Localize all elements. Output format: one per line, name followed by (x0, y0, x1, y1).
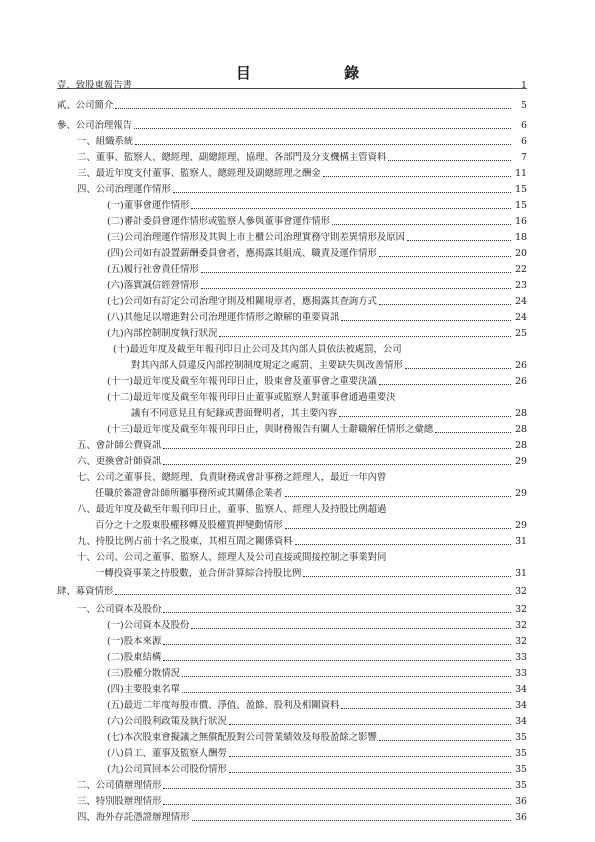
toc-entry-label: (七)公司如有訂定公司治理守則及相關規章者，應揭露其查詢方式 (107, 296, 377, 307)
toc-entry-page: 32 (515, 604, 527, 615)
toc-leader-dots (163, 803, 511, 805)
toc-leader-dots (341, 319, 511, 321)
toc-entry[interactable] (77, 452, 527, 468)
toc-leader-dots (135, 143, 511, 145)
toc-entry-page: 33 (515, 652, 527, 663)
toc-leader-dots (379, 383, 511, 385)
toc-entry-label: (十)最近年度及截至年報刊印日止公司及其內部人員依法被處罰，公司 (113, 344, 402, 355)
toc-entry[interactable] (77, 600, 527, 616)
toc-entry-page: 32 (515, 620, 527, 631)
toc-leader-dots (341, 707, 511, 709)
toc-entry-label: 參、公司治理報告 (57, 120, 133, 131)
toc-entry[interactable] (107, 712, 527, 728)
toc-leader-dots (163, 659, 511, 661)
toc-leader-dots (229, 771, 511, 773)
toc-entry-page: 28 (515, 424, 527, 435)
toc-entry-label: (五)履行社會責任情形 (107, 264, 199, 275)
toc-entry-page: 32 (515, 586, 527, 597)
toc-entry-label: 對其內部人員違反內部控制制度規定之處罰、主要缺失與改善情形 (131, 360, 403, 371)
toc-entry-page: 35 (515, 732, 527, 743)
toc-leader-dots (201, 271, 511, 273)
toc-entry-label: 一轉投資事業之持股數，並合併計算綜合持股比例 (95, 568, 302, 579)
toc-leader-dots (191, 627, 511, 629)
toc-entry[interactable] (77, 532, 527, 548)
toc-entry[interactable] (57, 96, 527, 112)
toc-leader-dots (379, 255, 511, 257)
toc-entry[interactable] (107, 632, 527, 648)
toc-entry-label: (十一)最近年度及截至年報刊印日止，股東會及董事會之重要決議 (107, 376, 377, 387)
toc-leader-dots (379, 739, 511, 741)
toc-entry-page: 29 (515, 520, 527, 531)
toc-entry-label: (二)審計委員會運作情形或監察人參與董事會運作情形 (107, 216, 330, 227)
toc-entry-label: (六)公司股利政策及執行狀況 (107, 716, 227, 727)
toc-entry-page: 31 (515, 568, 527, 579)
toc-entry-page: 28 (515, 440, 527, 451)
toc-entry-page: 28 (515, 408, 527, 419)
toc-entry-label: (六)落實誠信經營情形 (107, 280, 199, 291)
toc-leader-dots (173, 191, 511, 193)
toc-entry-page: 15 (515, 184, 527, 195)
toc-entry[interactable] (107, 260, 527, 276)
toc-entry-label: (十二)最近年度及截至年報刊印日止董事或監察人對董事會通過重要決 (107, 392, 396, 403)
toc-entry-label: (一)股本來源 (107, 636, 162, 647)
toc-entry[interactable] (107, 648, 527, 664)
toc-entry-label: (二)股東結構 (107, 652, 162, 663)
toc-entry-label: (四)公司如有設置薪酬委員會者，應揭露其組成、職責及運作情形 (107, 248, 377, 259)
toc-leader-dots (229, 723, 511, 725)
toc-entry[interactable] (107, 420, 527, 436)
toc-entry[interactable] (107, 228, 527, 244)
toc-entry-label: 議有不同意見且有紀錄或書面聲明者，其主要內容 (131, 408, 338, 419)
toc-entry-label: 三、最近年度支付董事、監察人、總經理及副總經理之酬金 (77, 168, 321, 179)
toc-entry[interactable] (77, 132, 527, 148)
toc-leader-dots (163, 447, 511, 449)
toc-entry-page: 20 (515, 248, 527, 259)
toc-leader-dots (388, 159, 511, 161)
toc-entry[interactable] (107, 292, 527, 308)
toc-entry-page: 36 (515, 796, 527, 807)
toc-leader-dots (407, 239, 511, 241)
toc-entry-page: 7 (521, 152, 527, 163)
toc-entry-page: 18 (515, 232, 527, 243)
toc-leader-dots (163, 463, 511, 465)
toc-entry[interactable] (77, 500, 527, 516)
toc-leader-dots (182, 675, 511, 677)
toc-entry[interactable] (95, 564, 527, 580)
toc-entry-label: 一、公司資本及股份 (77, 604, 162, 615)
toc-entry[interactable] (131, 404, 527, 420)
toc-entry-label: (七)本次股東會擬議之無償配股對公司營業績效及每股盈餘之影響 (107, 732, 377, 743)
toc-entry-label: 七、公司之董事長、總經理、負責財務或會計事務之經理人，最近一年內曾 (77, 472, 387, 483)
toc-entry-page: 1 (521, 80, 527, 91)
toc-entry[interactable] (95, 484, 527, 500)
toc-entry-label: 肆、募資情形 (57, 586, 114, 597)
toc-entry-label: (八)員工、董事及監察人酬勞 (107, 748, 227, 759)
toc-entry-label: 八、最近年度及截至年報刊印日止，董事、監察人、經理人及持股比例超過 (77, 504, 387, 515)
toc-entry-label: (一)公司資本及股份 (107, 620, 190, 631)
toc-entry-label: (十三)最近年度及截至年報刊印日止，與財務報告有關人士辭職解任情形之彙總 (107, 424, 434, 435)
toc-title: 目 錄 (235, 64, 404, 82)
toc-entry-label: 二、公司債辦理情形 (77, 780, 162, 791)
toc-entry[interactable] (57, 76, 527, 92)
toc-entry-page: 22 (515, 264, 527, 275)
toc-entry[interactable] (77, 792, 527, 808)
toc-leader-dots (163, 643, 511, 645)
toc-entry[interactable] (77, 548, 527, 564)
toc-entry-page: 34 (515, 700, 527, 711)
toc-entry[interactable] (107, 244, 527, 260)
toc-entry-page: 23 (515, 280, 527, 291)
toc-entry-label: (九)公司買回本公司股份情形 (107, 764, 227, 775)
toc-entry-label: 四、公司治理運作情形 (77, 184, 171, 195)
toc-leader-dots (405, 367, 511, 369)
toc-entry-label: 四、海外存託憑證辦理情形 (77, 812, 190, 823)
toc-entry[interactable] (107, 680, 527, 696)
toc-entry-label: (三)公司治理運作情形及其與上市上櫃公司治理實務守則差異情形及原因 (107, 232, 405, 243)
toc-entry[interactable] (107, 696, 527, 712)
toc-leader-dots (303, 575, 511, 577)
toc-entry-page: 34 (515, 716, 527, 727)
toc-entry[interactable] (107, 212, 527, 228)
toc-entry-label: 十、公司、公司之董事、監察人、經理人及公司直接或間接控制之事業對同 (77, 552, 387, 563)
toc-entry[interactable] (107, 744, 527, 760)
toc-entry-page: 5 (521, 100, 527, 111)
toc-leader-dots (285, 527, 511, 529)
toc-leader-dots (115, 593, 511, 595)
toc-entry-page: 6 (521, 136, 527, 147)
toc-entry-page: 24 (515, 312, 527, 323)
toc-entry[interactable] (107, 372, 527, 388)
toc-leader-dots (182, 691, 511, 693)
toc-leader-dots (219, 335, 511, 337)
toc-entry-label: 一、組織系統 (77, 136, 134, 147)
toc-entry[interactable] (57, 116, 527, 132)
toc-entry[interactable] (107, 324, 527, 340)
toc-entry-label: (九)內部控制制度執行狀況 (107, 328, 218, 339)
toc-leader-dots (134, 87, 511, 89)
toc-entry[interactable] (107, 760, 527, 776)
toc-entry[interactable] (107, 728, 527, 744)
toc-entry-page: 16 (515, 216, 527, 227)
toc-entry[interactable] (95, 516, 527, 532)
toc-entry[interactable] (107, 616, 527, 632)
toc-entry-label: (五)最近二年度每股市價、淨值、盈餘、股利及相關資料 (107, 700, 340, 711)
toc-leader-dots (285, 495, 511, 497)
toc-entry-page: 35 (515, 748, 527, 759)
toc-leader-dots (163, 611, 511, 613)
toc-entry-page: 36 (515, 812, 527, 823)
toc-entry-label: (一)董事會運作情形 (107, 200, 190, 211)
toc-entry-page: 26 (515, 360, 527, 371)
toc-entry-page: 35 (515, 780, 527, 791)
toc-entry[interactable] (107, 388, 527, 404)
toc-entry-label: 二、董事、監察人、總經理、副總經理、協理、各部門及分支機構主管資料 (77, 152, 387, 163)
toc-entry-page: 29 (515, 488, 527, 499)
toc-entry-page: 34 (515, 684, 527, 695)
toc-entry[interactable] (131, 356, 527, 372)
toc-entry-page: 35 (515, 764, 527, 775)
toc-entry[interactable] (77, 148, 527, 164)
toc-entry-page: 32 (515, 636, 527, 647)
toc-leader-dots (339, 415, 511, 417)
toc-entry[interactable] (113, 340, 527, 356)
toc-entry-page: 6 (521, 120, 527, 131)
toc-leader-dots (332, 223, 511, 225)
toc-leader-dots (229, 755, 511, 757)
toc-entry-label: (八)其他足以增進對公司治理運作情形之瞭解的重要資訊 (107, 312, 340, 323)
toc-leader-dots (191, 207, 511, 209)
toc-leader-dots (201, 287, 511, 289)
toc-entry-label: (四)主要股東名單 (107, 684, 180, 695)
toc-entry[interactable] (77, 776, 527, 792)
toc-entry[interactable] (57, 582, 527, 598)
toc-entry-page: 26 (515, 376, 527, 387)
toc-entry-label: 五、會計師公費資訊 (77, 440, 162, 451)
toc-leader-dots (295, 543, 511, 545)
toc-leader-dots (163, 787, 511, 789)
toc-entry-page: 25 (515, 328, 527, 339)
toc-leader-dots (192, 819, 511, 821)
toc-entry[interactable] (107, 664, 527, 680)
toc-entry-label: 壹、致股東報告書 (57, 80, 133, 91)
toc-entry-page: 24 (515, 296, 527, 307)
toc-entry[interactable] (107, 196, 527, 212)
toc-entry[interactable] (77, 180, 527, 196)
toc-entry-label: 任職於簽證會計師所屬事務所或其關係企業者 (95, 488, 283, 499)
toc-entry-page: 15 (515, 200, 527, 211)
toc-entry-page: 29 (515, 456, 527, 467)
toc-entry[interactable] (77, 468, 527, 484)
toc-entry[interactable] (107, 308, 527, 324)
toc-entry-page: 11 (515, 168, 527, 179)
toc-entry[interactable] (77, 436, 527, 452)
toc-entry-label: 九、持股比例占前十名之股東，其相互間之關係資料 (77, 536, 293, 547)
toc-entry-label: 百分之十之股東股權移轉及股權質押變動情形 (95, 520, 283, 531)
toc-leader-dots (323, 175, 511, 177)
toc-leader-dots (435, 431, 511, 433)
toc-entry-label: 貳、公司簡介 (57, 100, 114, 111)
toc-entry-label: 三、特別股辦理情形 (77, 796, 162, 807)
toc-entry[interactable] (77, 808, 527, 824)
toc-leader-dots (115, 107, 511, 109)
toc-entry[interactable] (107, 276, 527, 292)
toc-entry-label: (三)股權分散情況 (107, 668, 180, 679)
toc-entry-page: 31 (515, 536, 527, 547)
toc-leader-dots (379, 303, 511, 305)
toc-leader-dots (134, 127, 511, 129)
toc-entry-label: 六、更換會計師資訊 (77, 456, 162, 467)
toc-entry-page: 33 (515, 668, 527, 679)
toc-entry[interactable] (77, 164, 527, 180)
